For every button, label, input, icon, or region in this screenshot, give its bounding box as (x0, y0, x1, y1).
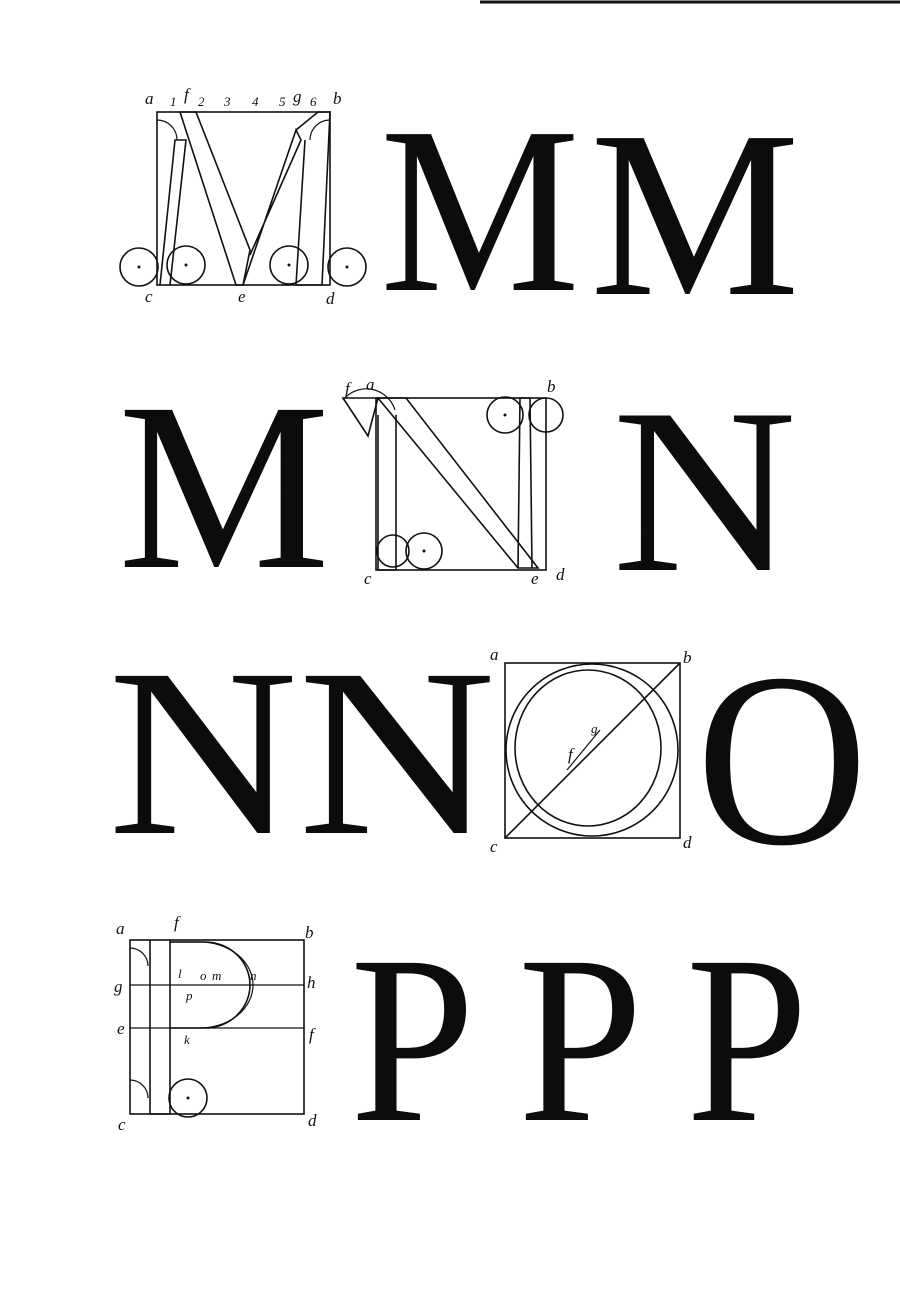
p-label-a: a (116, 919, 125, 938)
m-label-d: d (326, 289, 335, 308)
n-specimen-1: N (612, 361, 797, 622)
m-label-6: 6 (310, 94, 317, 109)
m-label-c: c (145, 287, 153, 306)
p-label-g: g (114, 977, 123, 996)
p-label-c: c (118, 1115, 126, 1134)
m-label-g: g (293, 87, 302, 106)
p-label-l: l (178, 966, 182, 981)
m-construction-diagram (120, 85, 366, 308)
m-specimen-3: M (118, 353, 330, 619)
p-construction-diagram (114, 913, 317, 1134)
n-label-b: b (547, 377, 556, 396)
m-label-1: 1 (170, 94, 177, 109)
p-label-k: k (184, 1032, 190, 1047)
m-label-b: b (333, 89, 342, 108)
m-label-e: e (238, 287, 246, 306)
p-specimen-2: P (518, 906, 643, 1172)
p-label-b: b (305, 923, 314, 942)
n-specimen-3: N (298, 619, 496, 885)
n-label-e: e (531, 569, 539, 588)
n-label-c: c (364, 569, 372, 588)
m-label-a: a (145, 89, 154, 108)
p-label-o: o (200, 968, 207, 983)
o-label-f: f (568, 745, 573, 764)
m-label-3: 3 (224, 94, 231, 109)
p-label-e: e (117, 1019, 125, 1038)
n-label-a: a (366, 375, 375, 394)
n-specimen-2: N (108, 619, 298, 885)
n-construction-diagram (343, 375, 565, 588)
p-label-p: p (186, 988, 193, 1003)
p-label-f-top: f (174, 913, 179, 932)
o-label-b: b (683, 648, 692, 667)
p-label-f-right: f (309, 1025, 314, 1044)
m-specimen-1: M (380, 79, 580, 342)
o-label-c: c (490, 837, 498, 856)
m-label-4: 4 (252, 94, 259, 109)
p-specimen-1: P (350, 906, 475, 1172)
m-specimen-2: M (590, 83, 800, 346)
o-specimen-1: O (696, 622, 868, 897)
m-label-2: 2 (198, 94, 205, 109)
o-label-g: g (591, 721, 598, 736)
o-label-d: d (683, 833, 692, 852)
o-construction-diagram (490, 645, 692, 856)
n-label-f: f (345, 379, 350, 398)
n-label-d: d (556, 565, 565, 584)
m-label-f: f (184, 85, 189, 104)
p-label-m: m (212, 968, 222, 983)
p-label-h: h (307, 973, 316, 992)
p-specimen-3: P (686, 906, 808, 1172)
p-label-d: d (308, 1111, 317, 1130)
o-label-a: a (490, 645, 499, 664)
m-label-5: 5 (279, 94, 286, 109)
p-label-n: n (250, 968, 257, 983)
